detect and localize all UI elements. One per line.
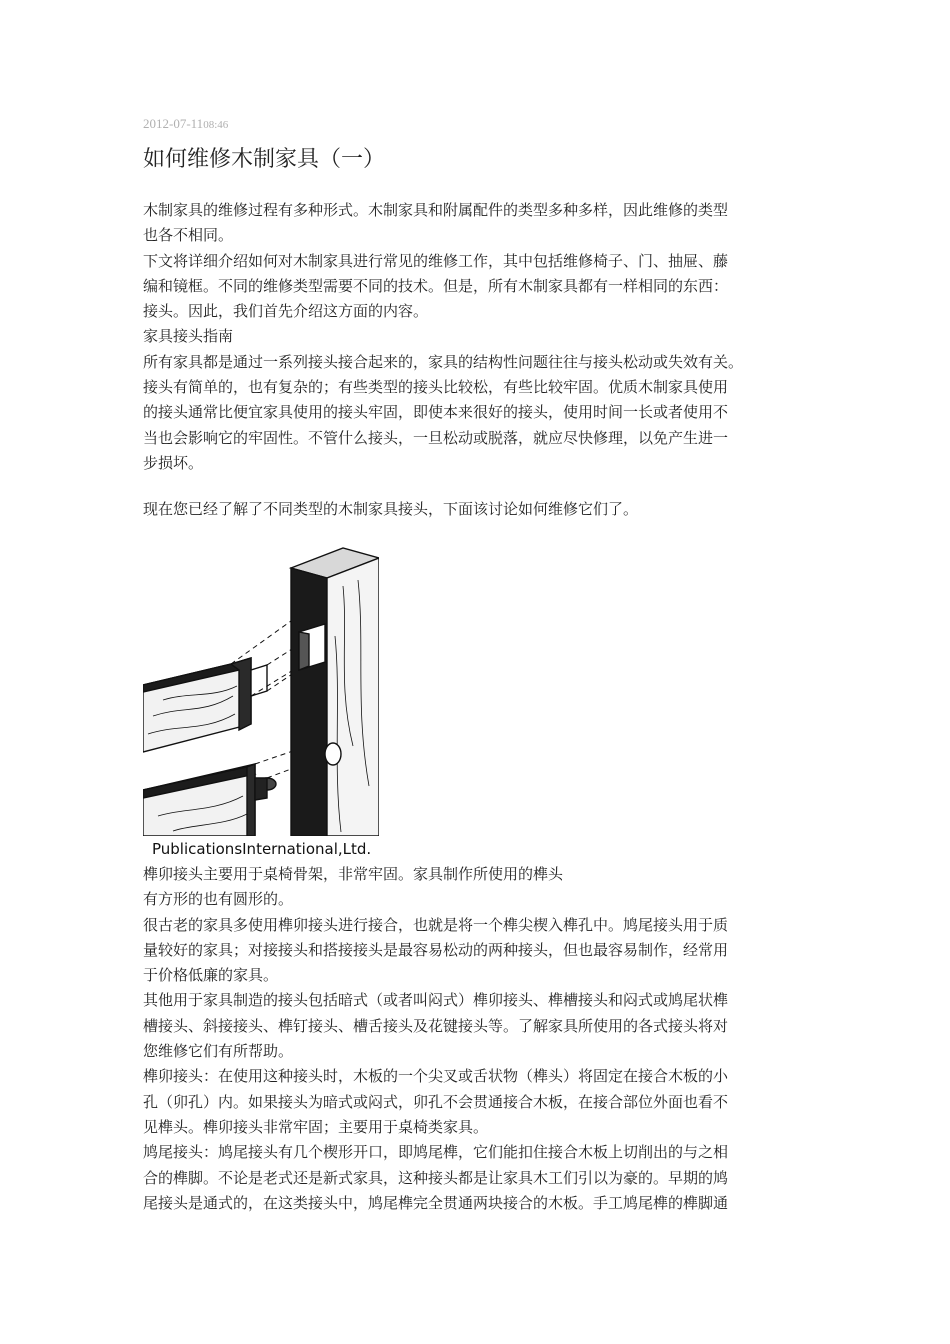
- text-line: 接头。因此，我们首先介绍这方面的内容。: [143, 302, 429, 321]
- article-title: 如何维修木制家具（一）: [143, 147, 386, 172]
- text-line: 当也会影响它的牢固性。不管什么接头，一旦松动或脱落，就应尽快修理，以免产生进一: [143, 428, 729, 447]
- body-section: [143, 862, 823, 1216]
- mortise-tenon-illustration: [143, 546, 379, 836]
- text-line: 见榫头。榫卯接头非常牢固；主要用于桌椅类家具。: [143, 1117, 489, 1136]
- text-line: 鸠尾接头：鸠尾接头有几个楔形开口，即鸠尾榫，它们能扣住接合木板上切削出的与之相: [143, 1143, 729, 1162]
- transition-paragraph: [143, 497, 823, 522]
- text-line: 木制家具的维修过程有多种形式。木制家具和附属配件的类型多种多样，因此维修的类型: [143, 201, 729, 219]
- intro-section: [143, 198, 823, 476]
- text-line: 所有家具都是通过一系列接头接合起来的，家具的结构性问题往往与接头松动或失效有关。: [143, 352, 744, 371]
- text-line: 步损坏。: [143, 453, 204, 472]
- text-line: 量较好的家具；对接接头和搭接接头是最容易松动的两种接头，但也最容易制作，经常用: [143, 940, 729, 959]
- section-heading: 家具接头指南: [143, 327, 234, 346]
- text-line: 也各不相同。: [143, 226, 234, 245]
- text-line: 尾接头是通式的，在这类接头中，鸠尾榫完全贯通两块接合的木板。手工鸠尾榫的榫脚通: [143, 1193, 729, 1212]
- text-line: 您维修它们有所帮助。: [143, 1042, 294, 1061]
- image-credit: PublicationsInternational,Ltd.: [152, 840, 372, 858]
- post-date-day: 2012-07-11: [143, 116, 204, 131]
- text-line: 榫卯接头：在使用这种接头时，木板的一个尖叉或舌状物（榫头）将固定在接合木板的小: [143, 1067, 729, 1086]
- text-line: 槽接头、斜接接头、榫钉接头、槽舌接头及花键接头等。了解家具所使用的各式接头将对: [143, 1016, 729, 1035]
- text-line: 榫卯接头主要用于桌椅骨架，非常牢固。家具制作所使用的榫头: [143, 865, 564, 883]
- text-line: 现在您已经了解了不同类型的木制家具接头，下面该讨论如何维修它们了。: [143, 500, 639, 518]
- text-line: 很古老的家具多使用榫卯接头进行接合，也就是将一个榫尖楔入榫孔中。鸠尾接头用于质: [143, 915, 729, 934]
- text-line: 于价格低廉的家具。: [143, 966, 279, 985]
- text-line: 下文将详细介绍如何对木制家具进行常见的维修工作，其中包括维修椅子、门、抽屉、藤: [143, 251, 729, 270]
- text-line: 有方形的也有圆形的。: [143, 890, 294, 909]
- text-line: 合的榫脚。不论是老式还是新式家具，这种接头都是让家具木工们引以为豪的。早期的鸠: [143, 1168, 729, 1187]
- post-time: 08:46: [203, 119, 229, 131]
- text-line: 的接头通常比便宜家具使用的接头牢固，即使本来很好的接头，使用时间一长或者使用不: [143, 403, 729, 422]
- text-line: 接头有简单的，也有复杂的；有些类型的接头比较松，有些比较牢固。优质木制家具使用: [143, 378, 729, 397]
- text-line: 孔（卯孔）内。如果接头为暗式或闷式，卯孔不会贯通接合木板，在接合部位外面也看不: [143, 1092, 729, 1111]
- post-date: [143, 116, 228, 132]
- text-line: 其他用于家具制造的接头包括暗式（或者叫闷式）榫卯接头、榫槽接头和闷式或鸠尾状榫: [143, 991, 729, 1010]
- text-line: 编和镜框。不同的维修类型需要不同的技术。但是，所有木制家具都有一样相同的东西：: [143, 276, 729, 295]
